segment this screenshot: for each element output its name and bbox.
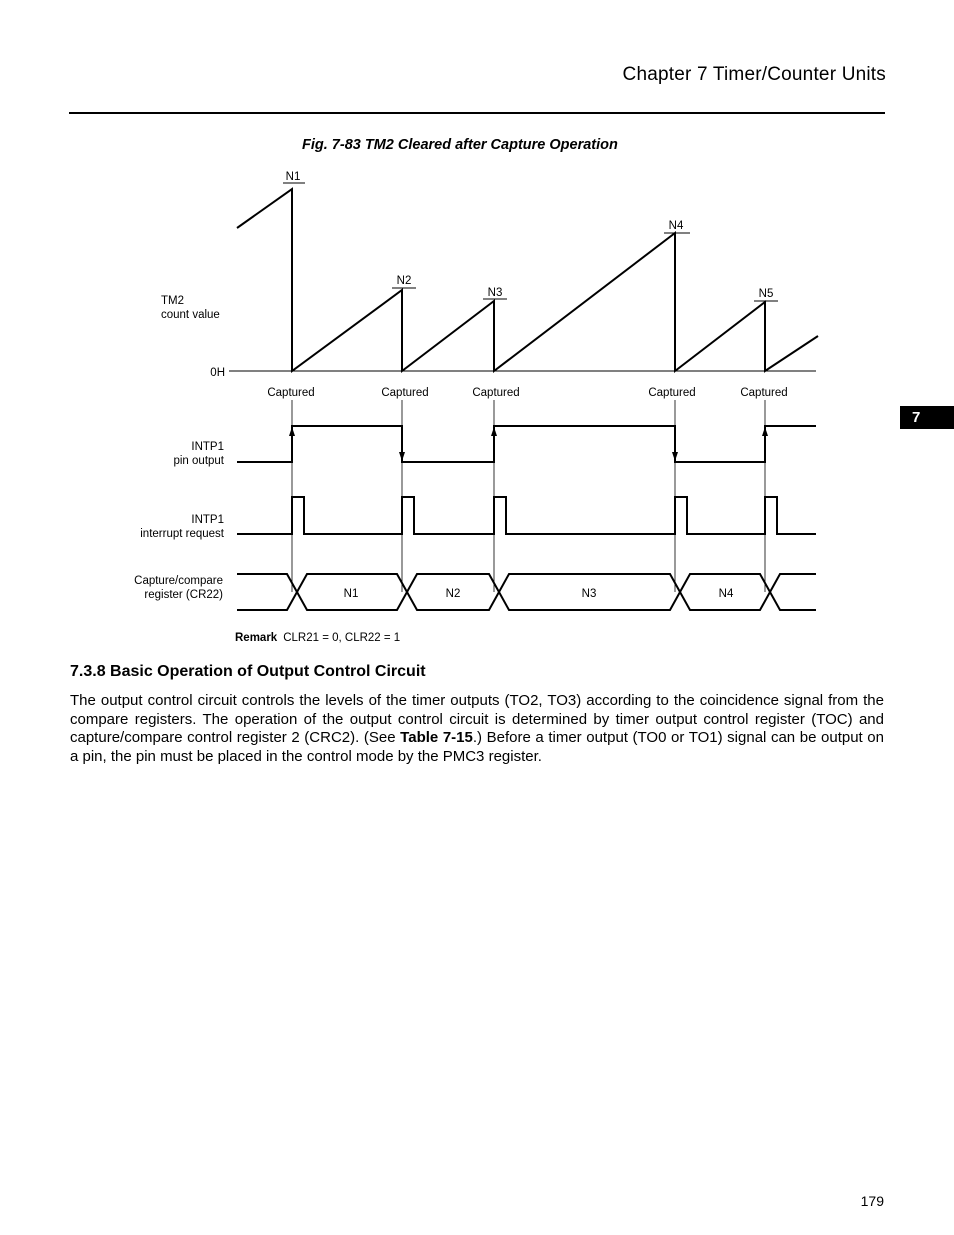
body-paragraph	[70, 692, 884, 766]
captured-label: Captured	[472, 387, 520, 399]
tm2-label: TM2	[161, 295, 184, 307]
intp1-pin-label: INTP1	[191, 441, 224, 453]
tm2-count-waveform	[237, 189, 818, 371]
chapter-tab[interactable]: 7	[900, 406, 954, 429]
captured-label: Captured	[648, 387, 696, 399]
cr22-text-n1: N1	[343, 588, 359, 600]
remark-label: Remark	[235, 632, 278, 644]
remark-text: CLR21 = 0, CLR22 = 1	[283, 632, 401, 644]
tm2-count-label: count value	[161, 309, 220, 321]
rising-arrow	[289, 427, 295, 436]
para-text-end: .) Before a timer output (TO0 or TO1) signal can be output on a pin, the pin must be placed in the control mode by the PMC3 register.	[70, 729, 884, 765]
captured-label: Captured	[381, 387, 429, 399]
timing-guides	[292, 400, 765, 592]
intp1-pin-waveform	[237, 426, 816, 462]
page-number: 179	[860, 1193, 884, 1209]
falling-arrow	[672, 452, 678, 461]
intp1-irq-label: INTP1	[191, 514, 224, 526]
zero-label: 0H	[210, 367, 225, 379]
falling-arrow	[399, 452, 405, 461]
peak-label-n1: N1	[285, 171, 301, 183]
cr22-sublabel: register (CR22)	[144, 589, 223, 601]
intp1-irq-waveform	[237, 497, 816, 534]
peak-label-n3: N3	[487, 287, 503, 299]
figure-remark	[235, 632, 400, 644]
figure-caption: Fig. 7-83 TM2 Cleared after Capture Operation	[302, 137, 618, 153]
table-reference-link[interactable]: Table 7-15	[400, 729, 473, 747]
edge-arrows	[289, 427, 768, 461]
chapter-header: Chapter 7 Timer/Counter Units	[622, 64, 886, 85]
peak-label-n2: N2	[396, 275, 412, 287]
captured-label: Captured	[267, 387, 315, 399]
intp1-irq-sublabel: interrupt request	[140, 528, 224, 540]
captured-label: Captured	[740, 387, 788, 399]
cr22-text-n3: N3	[581, 588, 597, 600]
rising-arrow	[762, 427, 768, 436]
cr22-label: Capture/compare	[134, 575, 223, 587]
cr22-text-n4: N4	[718, 588, 734, 600]
peak-label-n5: N5	[758, 288, 774, 300]
intp1-pin-sublabel: pin output	[173, 455, 224, 467]
cr22-text-n2: N2	[445, 588, 461, 600]
section-heading: 7.3.8 Basic Operation of Output Control Circuit	[70, 663, 426, 680]
rising-arrow	[491, 427, 497, 436]
para-text-start: The output control circuit controls the levels of the timer outputs (TO2, TO3) according to the coincidence signal from the compare registers. The operation of the output control circuit is determined by timer output control register (TOC) and capture/compare control register 2 (CRC2). (See	[70, 692, 884, 747]
peak-label-n4: N4	[668, 220, 684, 232]
